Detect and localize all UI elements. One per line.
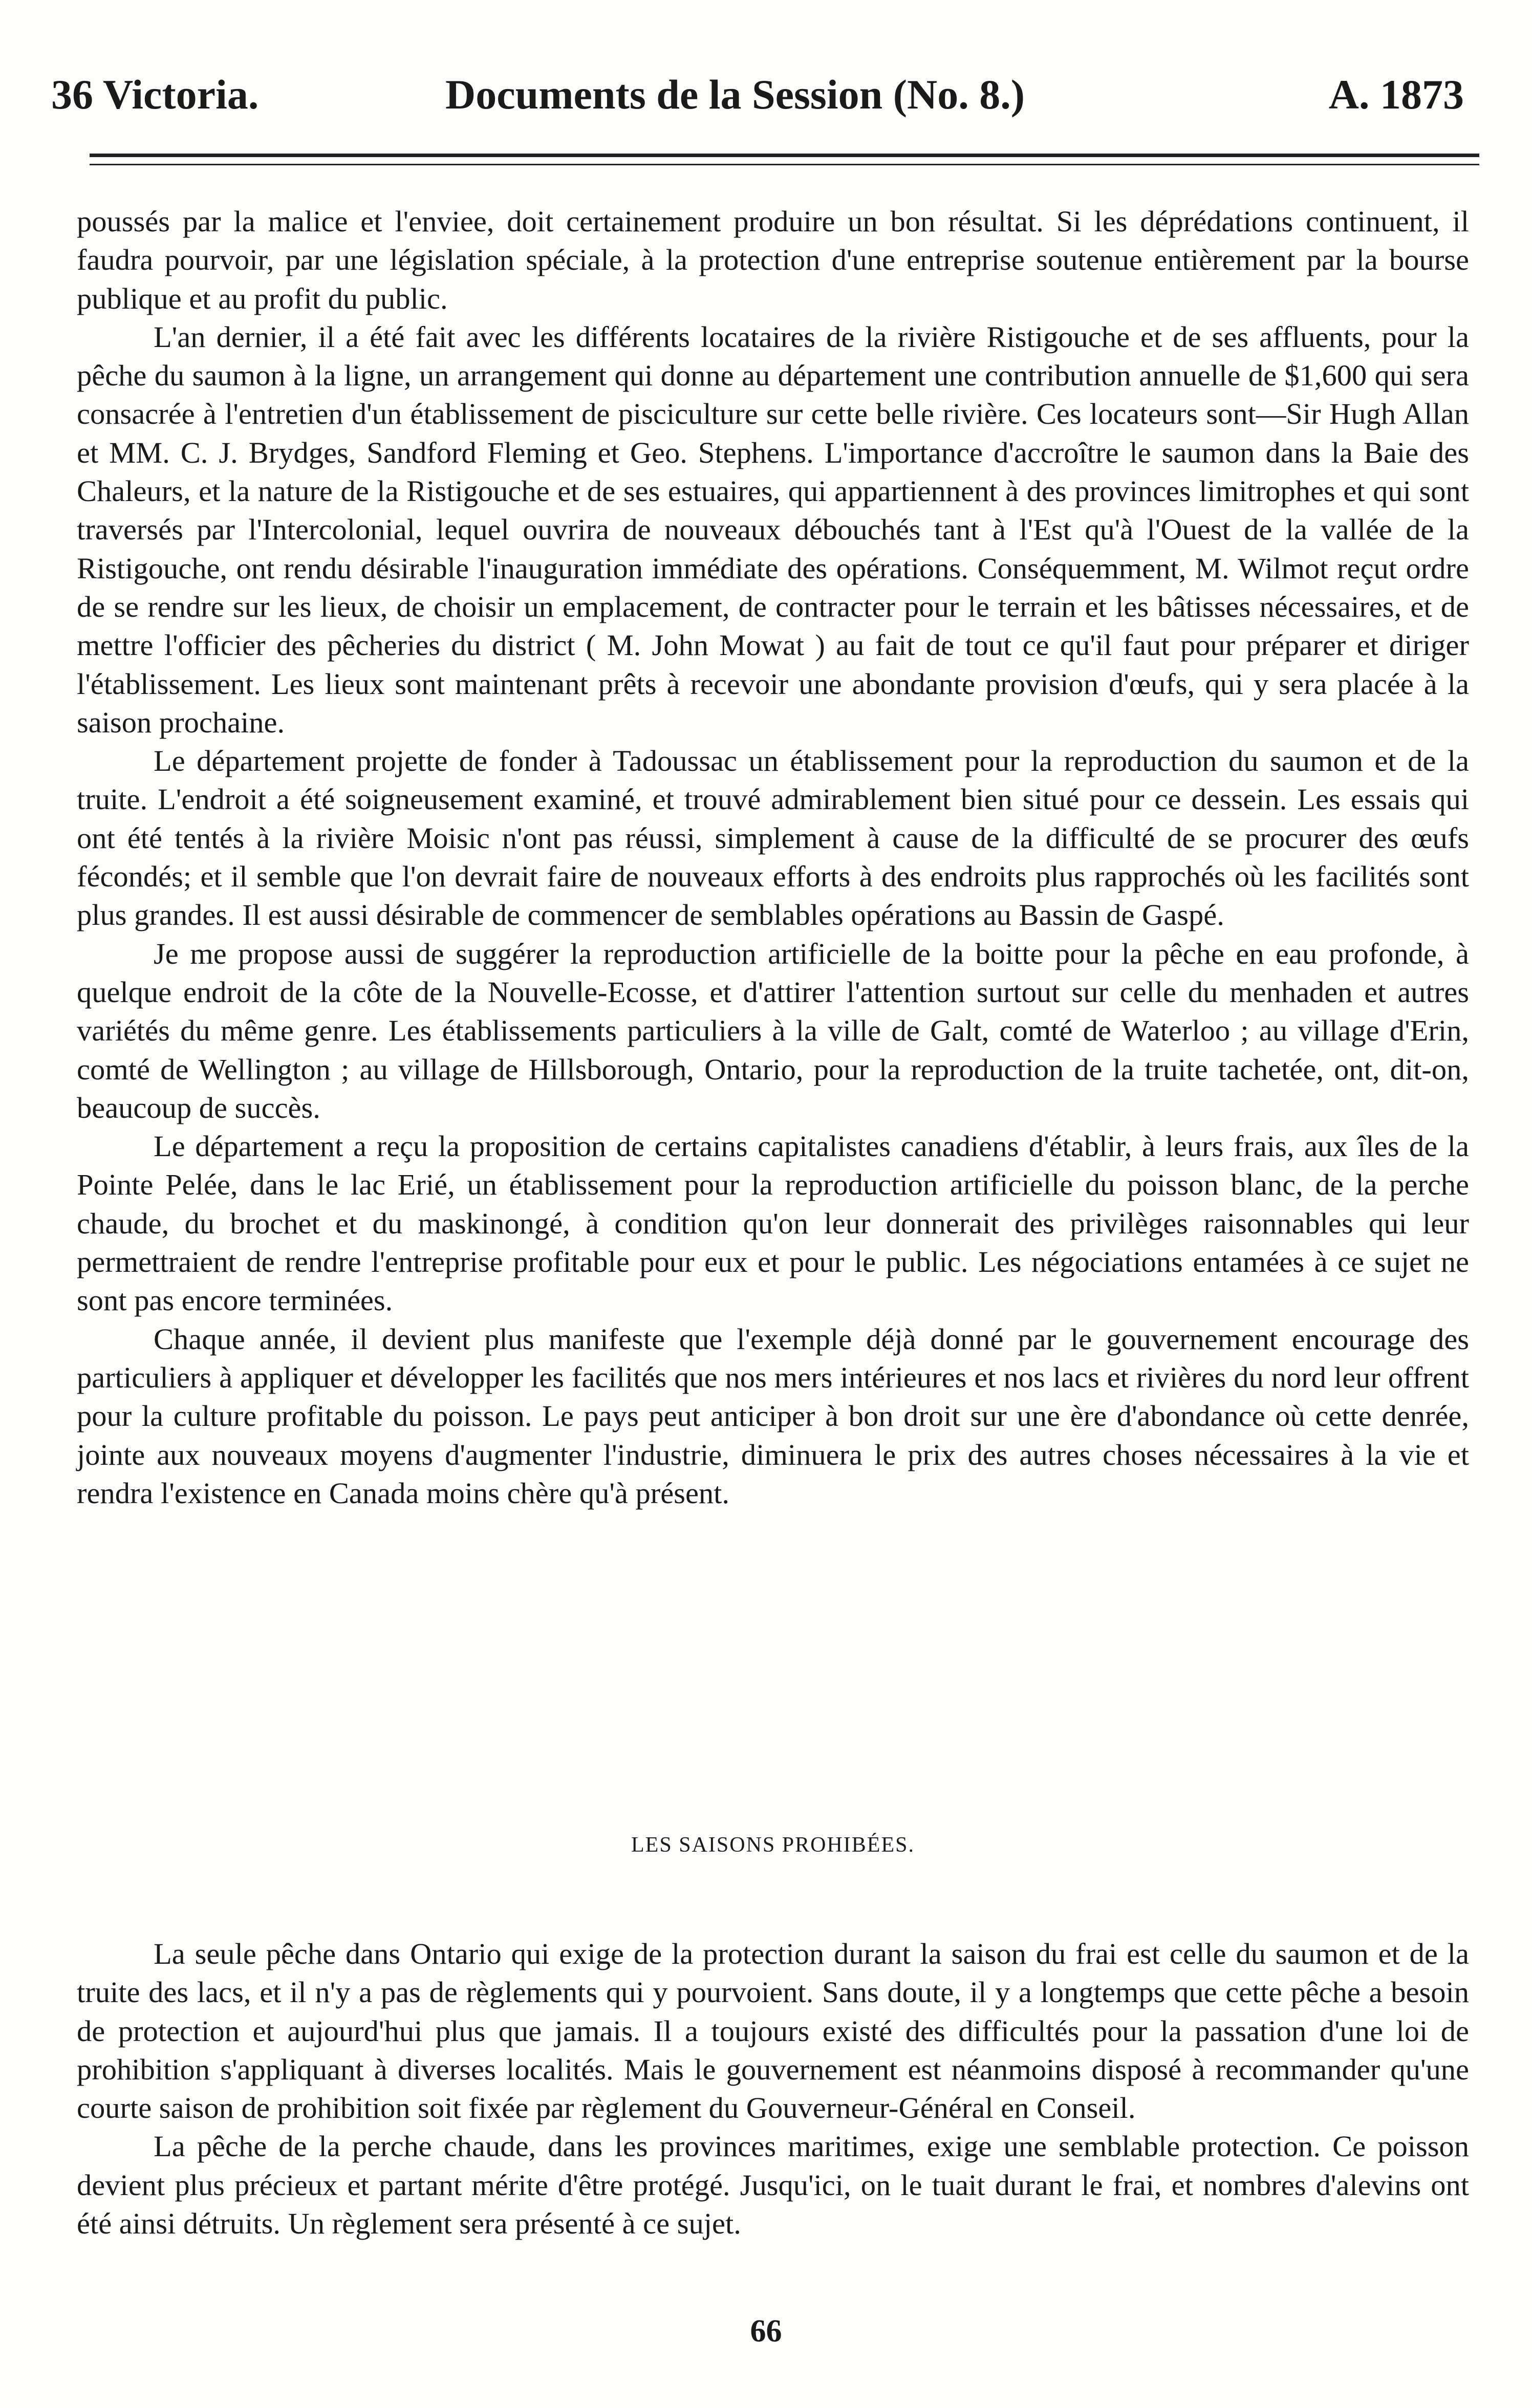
header-rule-thin	[90, 164, 1479, 165]
running-header	[51, 61, 1464, 128]
paragraph: Le département projette de fonder à Tadoussac un établissement pour la reproduction du saumon et de la truite. L'endroit a été soigneusement examiné, et trouvé admirablement bien situé pour ce dessein. Les essais qui ont été tentés à la rivière Moisic n'ont pas réussi, simplement à cause de la difficulté de se procurer des œufs fécondés; et il semble que l'on devrait faire de nouveaux efforts à des endroits plus rapprochés où les facilités sont plus grandes. Il est aussi désirable de commencer de semblables opérations au Bassin de Gaspé.	[77, 744, 1469, 932]
header-rule-thick	[90, 154, 1479, 157]
paragraph: La seule pêche dans Ontario qui exige de la protection durant la saison du frai est celle du saumon et de la truite des lacs, et il n'y a pas de règlements qui y pourvoient. Sans doute, il y a longtemps que cette pêche a besoin de protection et aujourd'hui plus que jamais. Il a toujours existé des difficultés pour la passation d'une loi de prohibition s'appliquant à diverses localités. Mais le gouvernement est néanmoins disposé à recommander qu'une courte saison de prohibition soit fixée par règlement du Gouverneur-Général en Conseil.	[77, 1937, 1469, 2125]
header-year: A. 1873	[1328, 71, 1464, 118]
paragraph: poussés par la malice et l'enviee, doit certainement produire un bon résultat. Si les déprédations continuent, il faudra pourvoir, par une législation spéciale, à la protection d'une entreprise soutenue entièrement par la bourse publique et au profit du public.	[77, 205, 1469, 315]
section-body	[77, 1935, 1469, 2243]
section-heading: LES SAISONS PROHIBÉES.	[631, 1833, 915, 1857]
header-title: Documents de la Session (No. 8.)	[445, 71, 1025, 118]
paragraph: Chaque année, il devient plus manifeste que l'exemple déjà donné par le gouvernement encourage des particuliers à appliquer et développer les facilités que nos mers intérieures et nos lacs et rivières du nord leur offrent pour la culture profitable du poisson. Le pays peut anticiper à bon droit sur une ère d'abondance où cette denrée, jointe aux nouveaux moyens d'augmenter l'industrie, diminuera le prix des autres choses nécessaires à la vie et rendra l'existence en Canada moins chère qu'à présent.	[77, 1322, 1469, 1510]
page-number: 66	[750, 2314, 782, 2349]
header-volume: 36 Victoria.	[51, 71, 259, 118]
paragraph: L'an dernier, il a été fait avec les différents locataires de la rivière Ristigouche et de ses affluents, pour la pêche du saumon à la ligne, un arrangement qui donne au département une contribution annuelle de $1,600 qui sera consacrée à l'entretien d'un établissement de pisciculture sur cette belle rivière. Ces locateurs sont—Sir Hugh Allan et MM. C. J. Brydges, Sandford Fleming et Geo. Stephens. L'importance d'accroître le saumon dans la Baie des Chaleurs, et la nature de la Ristigouche et de ses estuaires, qui appartiennent à des provinces limitrophes et qui sont traversés par l'Intercolonial, lequel ouvrira de nouveaux débouchés tant à l'Est qu'à l'Ouest de la vallée de la Ristigouche, ont rendu désirable l'inauguration immédiate des opérations. Conséquemment, M. Wilmot reçut ordre de se rendre sur les lieux, de choisir un emplacement, de contracter pour le terrain et les bâtisses nécessaires, et de mettre l'officier des pêcheries du district ( M. John Mowat ) au fait de tout ce qu'il faut pour préparer et diriger l'établissement. Les lieux sont maintenant prêts à recevoir une abondante provision d'œufs, qui y sera placée à la saison prochaine.	[77, 320, 1469, 739]
paragraph: La pêche de la perche chaude, dans les provinces maritimes, exige une semblable protection. Ce poisson devient plus précieux et partant mérite d'être protégé. Jusqu'ici, on le tuait durant le frai, et nombres d'alevins ont été ainsi détruits. Un règlement sera présenté à ce sujet.	[77, 2130, 1469, 2241]
paragraph: Je me propose aussi de suggérer la reproduction artificielle de la boitte pour la pêche en eau profonde, à quelque endroit de la côte de la Nouvelle-Ecosse, et d'attirer l'attention surtout sur celle du menhaden et autres variétés du même genre. Les établissements particuliers à la ville de Galt, comté de Waterloo ; au village d'Erin, comté de Wellington ; au village de Hillsborough, Ontario, pour la reproduction de la truite tachetée, ont, dit-on, beaucoup de succès.	[77, 937, 1469, 1124]
paragraph: Le département a reçu la proposition de certains capitalistes canadiens d'établir, à leurs frais, aux îles de la Pointe Pelée, dans le lac Erié, un établissement pour la reproduction artificielle du poisson blanc, de la perche chaude, du brochet et du maskinongé, à condition qu'on leur donnerait des privilèges raisonnables qui leur permettraient de rendre l'entreprise profitable pour eux et pour le public. Les négociations entamées à ce sujet ne sont pas encore terminées.	[77, 1130, 1469, 1317]
main-body	[77, 202, 1469, 1512]
